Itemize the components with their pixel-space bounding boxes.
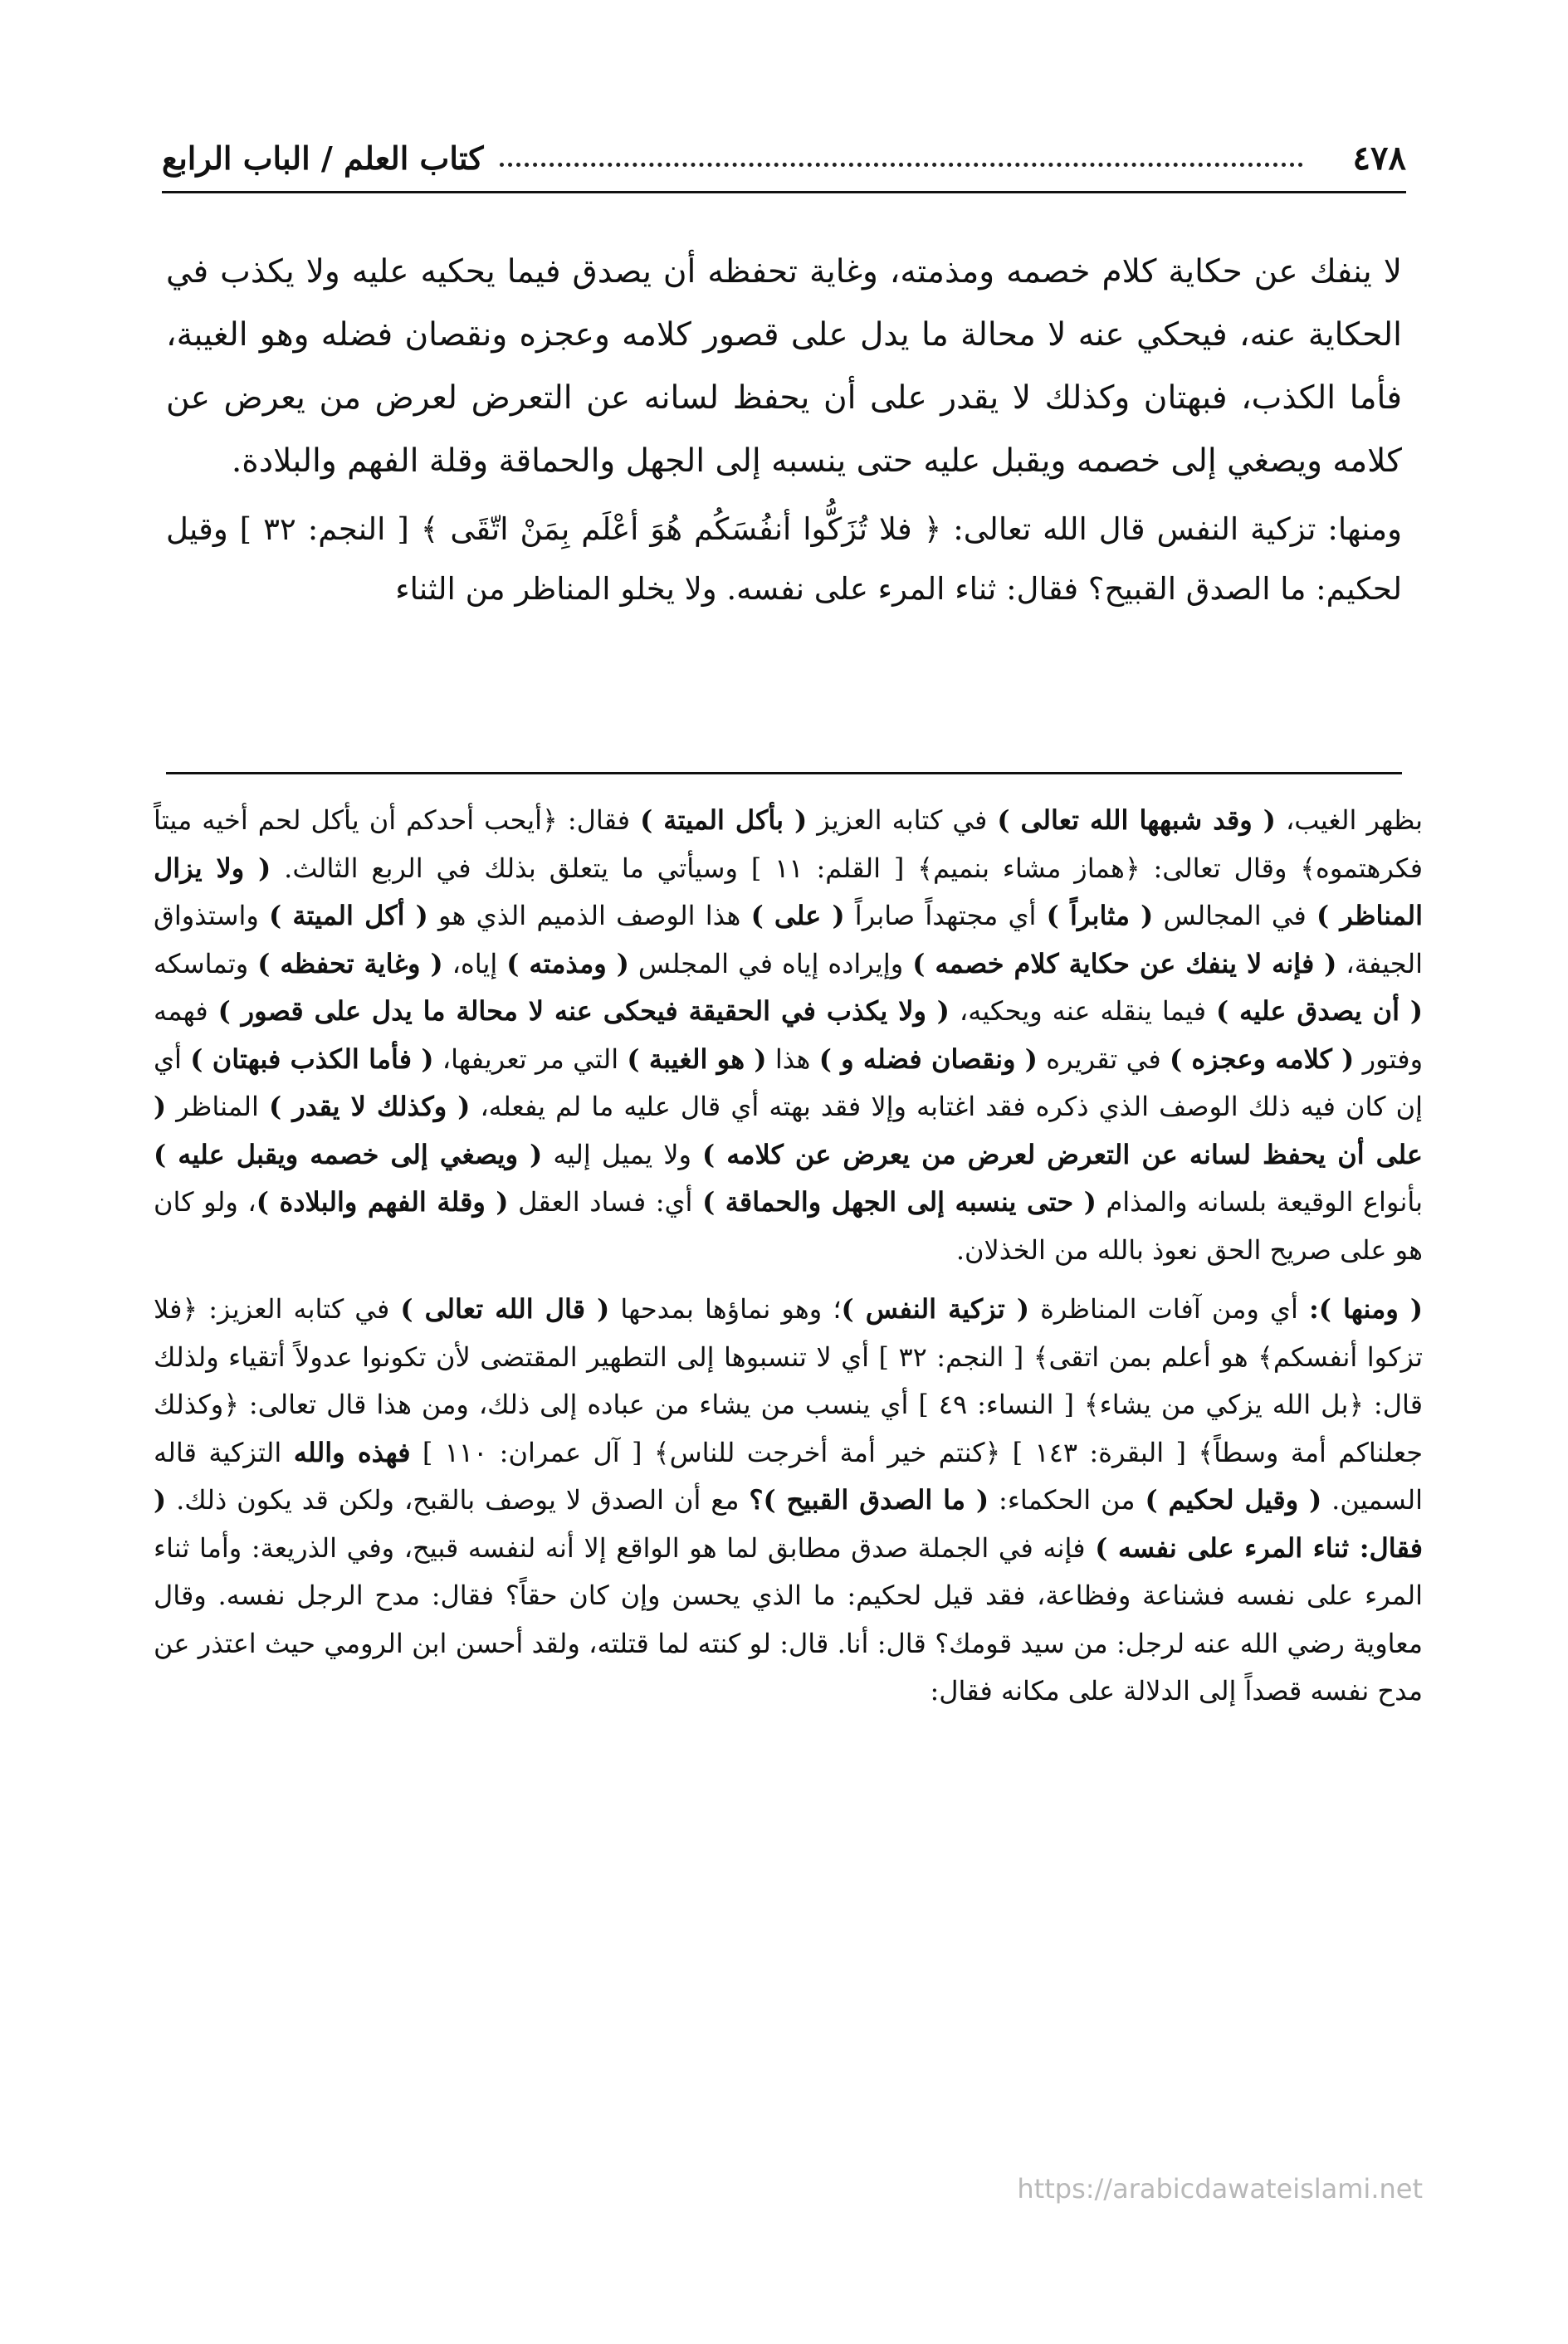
main-text xyxy=(166,241,1402,626)
header-dotted-leader xyxy=(500,163,1302,167)
page-number: ٤٧٨ xyxy=(1352,138,1406,178)
quoted-main-text: ( ومذمته ) xyxy=(506,947,629,979)
running-title: كتاب العلم / الباب الرابع xyxy=(162,139,484,177)
quoted-main-text: ( قال الله تعالى ) xyxy=(400,1293,610,1325)
commentary-text-span: في المجالس xyxy=(1153,900,1317,931)
quoted-main-text: فهذه والله xyxy=(293,1436,411,1468)
main-paragraph: ومنها: تزكية النفس قال الله تعالى: ﴿ فلا تُزَكُّوا أنفُسَكُم هُوَ أعْلَم بِمَنْ اتّقَى ﴾ [ النجم: ٣٢ ] وقيل لحكيم: ما الصدق القبيح؟ فقال: ثناء المرء على نفسه. ولا يخلو المناظر من الثناء xyxy=(166,511,1402,607)
commentary-text-span: في كتابه العزيز xyxy=(807,804,998,836)
page-header xyxy=(162,125,1406,193)
commentary-text-span: هذا xyxy=(766,1043,819,1075)
commentary-text-span: فإنه في الجملة صدق مطابق لما هو الواقع إلا أنه لنفسه قبيح، وفي الذريعة: وأما ثناء المرء على نفسه فشناعة وفظاعة، فقد قيل لحكيم: ما الذي يحسن وإن كان حقاً؟ فقال: مدح الرجل نفسه. وقال معاوية رضي الله عنه لرجل: من سيد قومك؟ قال: أنا. قال: لو كنته لما قتلته، ولقد أحسن ابن الرومي حيث اعتذر عن مدح نفسه قصداً إلى الدلالة على مكانه فقال: xyxy=(154,1531,1423,1707)
commentary-text-span: أي: فساد العقل xyxy=(508,1186,703,1218)
commentary-text-span: فيما ينقله عنه ويحكيه، xyxy=(949,995,1216,1027)
commentary-text-span: ؛ وهو نماؤها بمدحها xyxy=(609,1293,842,1325)
quoted-main-text: ( ولا يزال المناظر ) xyxy=(154,852,1424,931)
quoted-main-text: ( وقد شبهها الله تعالى ) xyxy=(997,804,1276,836)
quoted-main-text: ( ما الصدق القبيح )؟ xyxy=(749,1484,989,1516)
quoted-main-text: ( كلامه وعجزه ) xyxy=(1169,1043,1355,1075)
quoted-main-text: ( وقلة الفهم والبلادة ) xyxy=(256,1186,509,1218)
commentary-text-span: من الحكماء: xyxy=(989,1484,1145,1516)
commentary-text-span: مع أن الصدق لا يوصف بالقبح، ولكن قد يكون ذلك. xyxy=(166,1484,750,1516)
commentary-text-span: بأنواع الوقيعة بلسانه والمذام xyxy=(1096,1186,1424,1218)
quoted-main-text: ( أكل الميتة ) xyxy=(269,900,428,931)
commentary-paragraph xyxy=(154,797,1423,1274)
main-paragraph: لا ينفك عن حكاية كلام خصمه ومذمته، وغاية تحفظه أن يصدق فيما يحكيه عليه ولا يكذب في الحكاية عنه، فيحكي عنه لا محالة ما يدل على قصور كلامه وعجزه ونقصان فضله وهو الغيبة، فأما الكذب، فبهتان وكذلك لا يقدر على أن يحفظ لسانه عن التعرض لعرض من يعرض عن كلامه ويصغي إلى خصمه ويقبل عليه حتى ينسبه إلى الجهل والحماقة وقلة الفهم والبلادة. xyxy=(166,253,1402,480)
commentary-text-span: التي مر تعريفها، xyxy=(433,1043,628,1075)
commentary-text-span: إياه، xyxy=(442,947,507,979)
source-watermark: https://arabicdawateislami.net xyxy=(1017,2173,1423,2205)
quoted-main-text: ( بأكل الميتة ) xyxy=(640,804,808,836)
commentary-text-span: أي مجتهداً صابراً xyxy=(844,900,1047,931)
quoted-main-text: ( على أن يحفظ لسانه عن التعرض لعرض من يعرض عن كلامه ) xyxy=(154,1091,1424,1170)
quoted-main-text: ( حتى ينسبه إلى الجهل والحماقة ) xyxy=(702,1186,1097,1218)
commentary-text-span: بظهر الغيب، xyxy=(1275,804,1424,836)
footnote-separator xyxy=(166,772,1402,774)
quoted-main-text: ( ومنها ): xyxy=(1308,1293,1423,1325)
quoted-main-text: ( ويصغي إلى خصمه ويقبل عليه ) xyxy=(154,1138,543,1170)
commentary-text-span: في تقريره xyxy=(1037,1043,1170,1075)
commentary-text-span: واستذواق الجيفة، xyxy=(154,900,1424,979)
commentary-text-span: في كتابه العزيز: ﴿فلا تزكوا أنفسكم﴾ هو أعلم بمن اتقى﴾ [ النجم: ٣٢ ] أي لا تنسبوها إلى التطهير المقتضى لأن تكونوا عدولاً أتقياء ولذلك قال: ﴿بل الله يزكي من يشاء﴾ [ النساء: ٤٩ ] أي ينسب من يشاء من عباده إلى ذلك، ومن هذا قال تعالى: ﴿وكذلك جعلناكم أمة وسطاً﴾ [ البقرة: ١٤٣ ] ﴿كنتم خير أمة أخرجت للناس﴾ [ آل عمران: ١١٠ ] xyxy=(154,1293,1424,1468)
commentary-text-span: أي إن كان فيه ذلك الوصف الذي ذكره فقد اغتابه وإلا فقد بهته أي قال عليه ما لم يفعله، xyxy=(154,1043,1424,1122)
commentary-text-span: فقال: ﴿أيحب أحدكم أن يأكل لحم أخيه ميتاً فكرهتموه﴾ وقال تعالى: ﴿هماز مشاء بنميم﴾ [ القلم: ١١ ] وسيأتي ما يتعلق بذلك في الربع الثالث. xyxy=(154,804,1424,884)
commentary-text-span: التزكية قاله السمين. xyxy=(154,1436,1424,1516)
quoted-main-text: ( ونقصان فضله و ) xyxy=(818,1043,1038,1075)
quoted-main-text: ( فإنه لا ينفك عن حكاية كلام خصمه ) xyxy=(912,947,1337,979)
quoted-main-text: ( وكذلك لا يقدر ) xyxy=(269,1091,471,1122)
commentary-text-span: أي ومن آفات المناظرة xyxy=(1028,1293,1309,1325)
quoted-main-text: ( مثابراً ) xyxy=(1046,900,1154,931)
quoted-main-text: ( هو الغيبة ) xyxy=(627,1043,767,1075)
quoted-main-text: ( وغاية تحفظه ) xyxy=(257,947,443,979)
commentary-paragraph xyxy=(154,1286,1423,1716)
commentary-text-span: المناظر xyxy=(166,1091,270,1122)
quoted-main-text: ( ولا يكذب في الحقيقة فيحكى عنه لا محالة ما يدل على قصور ) xyxy=(217,995,950,1027)
quoted-main-text: ( أن يصدق عليه ) xyxy=(1215,995,1423,1027)
commentary-text-span: وتماسكه xyxy=(154,947,258,979)
quoted-main-text: ( وقيل لحكيم ) xyxy=(1145,1484,1322,1516)
quoted-main-text: ( فقال: ثناء المرء على نفسه ) xyxy=(154,1484,1424,1564)
commentary-text-span: ولا يميل إليه xyxy=(542,1138,703,1170)
commentary-text-span: ، ولو كان هو على صريح الحق نعوذ بالله من الخذلان. xyxy=(154,1186,1423,1266)
commentary-text xyxy=(154,797,1423,1716)
commentary-text-span: هذا الوصف الذميم الذي هو xyxy=(427,900,751,931)
commentary-text-span: وإيراده إياه في المجلس xyxy=(628,947,913,979)
quoted-main-text: ( على ) xyxy=(750,900,845,931)
commentary-text-span: فهمه وفتور xyxy=(154,995,1424,1075)
quoted-main-text: ( فأما الكذب فبهتان ) xyxy=(190,1043,434,1075)
quoted-main-text: ( تزكية النفس ) xyxy=(841,1293,1029,1325)
